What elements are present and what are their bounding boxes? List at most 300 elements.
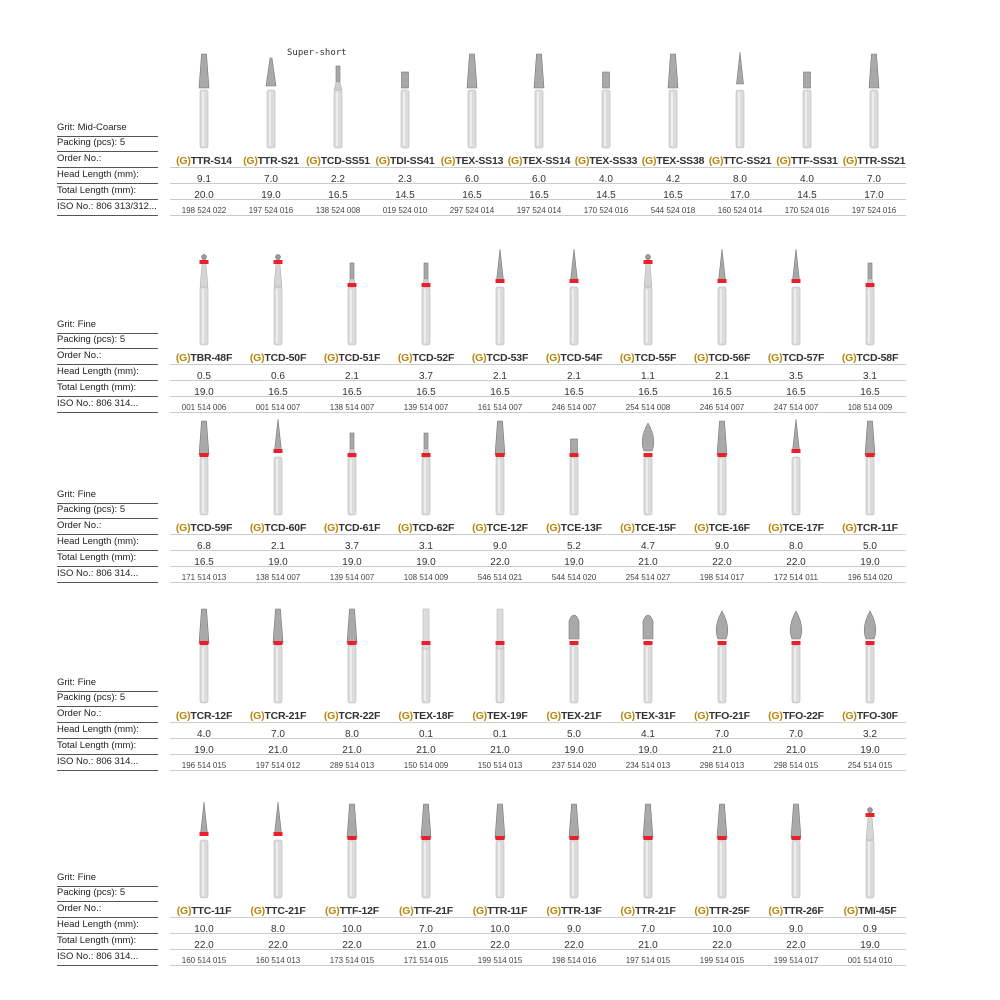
order-prefix: (G) — [546, 905, 561, 917]
bur-head — [347, 804, 357, 838]
order-prefix: (G) — [175, 522, 191, 534]
iso-number: 247 514 007 — [773, 403, 819, 412]
order-number — [762, 710, 830, 722]
head-length-value: 3.2 — [863, 729, 877, 740]
super-short-note: Super-short — [287, 48, 347, 58]
total-length-label: Total Length (mm): — [57, 380, 158, 397]
head-length-value: 2.2 — [331, 174, 345, 185]
bur-drawing — [571, 50, 641, 160]
packing-label: Packing (pcs): 5 — [57, 502, 158, 519]
head-length-value: 2.1 — [493, 371, 507, 382]
bur-image — [243, 417, 313, 527]
bur-shank — [422, 287, 430, 345]
total-length-value: 19.0 — [342, 557, 362, 568]
bur-image — [839, 50, 909, 160]
total-length-value: 22.0 — [712, 940, 732, 951]
grit-band — [644, 453, 653, 457]
head-length-value: 7.0 — [789, 729, 803, 740]
bur-image — [317, 800, 387, 910]
order-code: TEX-SS14 — [522, 155, 571, 167]
order-prefix: (G) — [620, 710, 635, 722]
bur-image — [243, 605, 313, 715]
order-number — [170, 710, 238, 722]
grit-band — [792, 641, 801, 645]
bur-head — [266, 58, 276, 86]
iso-number: 019 524 010 — [382, 206, 428, 215]
grit-band — [496, 836, 505, 840]
bur-drawing — [391, 605, 461, 715]
order-prefix: (G) — [399, 905, 414, 917]
total-length-value: 16.5 — [462, 190, 482, 201]
order-code: TCD-SS51 — [320, 155, 370, 167]
head-length-label: Head Length (mm): — [57, 167, 158, 184]
order-code: TEX-SS33 — [589, 155, 638, 167]
order-number — [392, 522, 460, 534]
order-prefix: (G) — [619, 352, 635, 364]
bur-drawing — [613, 800, 683, 910]
order-prefix: (G) — [472, 905, 488, 917]
bur-head — [569, 615, 579, 639]
grit-band — [274, 260, 283, 264]
head-length-value: 10.0 — [342, 924, 362, 935]
bur-shank — [602, 90, 610, 148]
order-number — [773, 155, 841, 167]
grit-band — [792, 449, 801, 453]
total-length-value: 16.5 — [712, 387, 732, 398]
bur-drawing — [539, 800, 609, 910]
bur-shank — [718, 645, 726, 703]
bur-image — [539, 800, 609, 910]
grit-band — [570, 641, 579, 645]
bur-drawing — [465, 605, 535, 715]
bur-shank — [866, 457, 874, 515]
order-label: Order No.: — [57, 348, 158, 365]
order-code: TCD-58F — [856, 352, 899, 364]
bur-image — [370, 50, 440, 160]
order-number — [688, 710, 756, 722]
iso-number: 544 514 020 — [551, 573, 597, 582]
head-length-value: 2.1 — [345, 371, 359, 382]
product-section — [0, 805, 1000, 970]
head-length-value: 4.7 — [641, 541, 655, 552]
iso-label: ISO No.: 806 314... — [57, 754, 158, 771]
iso-number: 196 514 020 — [847, 573, 893, 582]
order-code: TCR-12F — [190, 710, 233, 722]
order-prefix: (G) — [397, 352, 413, 364]
iso-number: 160 514 015 — [181, 956, 227, 965]
grit-band — [866, 453, 875, 457]
bur-head — [199, 421, 209, 455]
total-length-value: 21.0 — [638, 557, 658, 568]
bur-drawing — [169, 247, 239, 357]
order-prefix: (G) — [440, 155, 456, 167]
total-length-value: 14.5 — [596, 190, 616, 201]
order-number — [392, 710, 460, 722]
packing-label: Packing (pcs): 5 — [57, 135, 158, 152]
head-length-value: 10.0 — [712, 924, 732, 935]
bur-shank — [468, 90, 476, 148]
order-code: TEX-19F — [486, 710, 528, 722]
order-prefix: (G) — [842, 710, 857, 722]
head-length-value: 5.0 — [863, 541, 877, 552]
iso-number: 237 514 020 — [551, 761, 597, 770]
order-prefix: (G) — [768, 905, 783, 917]
order-number — [318, 522, 386, 534]
head-length-value: 7.0 — [264, 174, 278, 185]
bur-shank — [870, 90, 878, 148]
order-number — [466, 905, 534, 917]
iso-number: 197 524 016 — [851, 206, 897, 215]
order-number — [466, 522, 534, 534]
head-length-value: 7.0 — [419, 924, 433, 935]
order-code: TTF-12F — [339, 905, 379, 917]
total-length-value: 19.0 — [268, 557, 288, 568]
iso-number: 289 514 013 — [329, 761, 375, 770]
head-length-label: Head Length (mm): — [57, 917, 158, 934]
head-length-value: 9.0 — [493, 541, 507, 552]
iso-number: 198 514 016 — [551, 956, 597, 965]
bur-shank — [422, 645, 430, 703]
grit-band — [348, 283, 357, 287]
bur-head — [791, 804, 801, 838]
bur-shank — [718, 287, 726, 345]
bur-head — [495, 421, 505, 455]
order-prefix: (G) — [841, 352, 857, 364]
head-length-value: 8.0 — [271, 924, 285, 935]
total-length-value: 19.0 — [564, 557, 584, 568]
iso-number: 160 524 014 — [717, 206, 763, 215]
iso-number: 001 514 006 — [181, 403, 227, 412]
bur-drawing — [465, 800, 535, 910]
grit-band — [200, 641, 209, 645]
total-length-value: 21.0 — [712, 745, 732, 756]
bur-image — [687, 800, 757, 910]
order-code: TBR-48F — [190, 352, 233, 364]
bur-drawing — [687, 605, 757, 715]
order-code: TCE-16F — [708, 522, 750, 534]
grit-band — [866, 283, 875, 287]
order-number — [540, 710, 608, 722]
order-number — [836, 352, 904, 364]
bur-drawing — [236, 50, 306, 160]
total-length-label: Total Length (mm): — [57, 933, 158, 950]
grit-band — [792, 279, 801, 283]
total-length-value: 21.0 — [416, 745, 436, 756]
order-code: TCR-22F — [338, 710, 381, 722]
order-prefix: (G) — [323, 352, 339, 364]
order-number — [688, 905, 756, 917]
total-length-value: 21.0 — [638, 940, 658, 951]
bur-head — [275, 419, 282, 451]
head-length-value: 3.5 — [789, 371, 803, 382]
grit-band — [422, 836, 431, 840]
total-length-value: 16.5 — [490, 387, 510, 398]
grit-band — [496, 641, 505, 645]
total-length-value: 22.0 — [194, 940, 214, 951]
order-prefix: (G) — [249, 522, 265, 534]
bur-shank — [570, 287, 578, 345]
bur-shank — [644, 645, 652, 703]
order-prefix: (G) — [694, 905, 709, 917]
bur-drawing — [243, 605, 313, 715]
order-prefix: (G) — [574, 155, 590, 167]
order-number — [540, 522, 608, 534]
order-prefix: (G) — [546, 710, 561, 722]
order-prefix: (G) — [249, 710, 265, 722]
order-prefix: (G) — [323, 522, 339, 534]
iso-number: 138 524 008 — [315, 206, 361, 215]
order-number — [318, 905, 386, 917]
bur-drawing — [835, 605, 905, 715]
bur-image — [317, 417, 387, 527]
bur-image — [613, 605, 683, 715]
bur-drawing — [761, 800, 831, 910]
bur-drawing — [839, 50, 909, 160]
product-section — [0, 610, 1000, 775]
bur-image — [761, 800, 831, 910]
iso-number: 139 514 007 — [329, 573, 375, 582]
head-length-value: 8.0 — [733, 174, 747, 185]
bur-image — [243, 247, 313, 357]
total-length-value: 16.5 — [564, 387, 584, 398]
bur-image — [317, 605, 387, 715]
order-code: TCD-60F — [264, 522, 307, 534]
order-code: TMI-45F — [858, 905, 897, 917]
head-length-label: Head Length (mm): — [57, 722, 158, 739]
iso-number: 234 514 013 — [625, 761, 671, 770]
row-divider — [170, 534, 906, 535]
total-length-value: 14.5 — [395, 190, 415, 201]
product-section — [0, 422, 1000, 587]
bur-image — [613, 800, 683, 910]
bur-drawing — [687, 800, 757, 910]
bur-drawing — [317, 417, 387, 527]
bur-drawing — [705, 50, 775, 160]
bur-head — [497, 249, 504, 281]
iso-number: 170 524 016 — [583, 206, 629, 215]
order-number — [505, 155, 573, 167]
total-length-label: Total Length (mm): — [57, 738, 158, 755]
order-number — [244, 710, 312, 722]
row-divider — [170, 965, 906, 966]
grit-band — [200, 260, 209, 264]
bur-shank — [274, 457, 282, 515]
head-length-value: 7.0 — [271, 729, 285, 740]
head-length-value: 0.1 — [493, 729, 507, 740]
grit-band — [200, 832, 209, 836]
bur-head — [334, 66, 342, 90]
bur-head — [402, 72, 409, 88]
order-number — [170, 905, 238, 917]
iso-number: 197 524 016 — [248, 206, 294, 215]
bur-shank — [200, 287, 208, 345]
order-code: TCD-51F — [338, 352, 381, 364]
bur-image — [169, 417, 239, 527]
order-code: TTR-25F — [708, 905, 750, 917]
order-code: TCD-54F — [560, 352, 603, 364]
iso-number: 001 514 007 — [255, 403, 301, 412]
total-length-value: 19.0 — [638, 745, 658, 756]
bur-head — [571, 439, 578, 455]
bur-head — [421, 804, 431, 838]
order-number — [244, 522, 312, 534]
order-prefix: (G) — [243, 155, 258, 167]
bur-drawing — [169, 417, 239, 527]
order-number — [762, 905, 830, 917]
bur-drawing — [613, 247, 683, 357]
head-length-value: 6.0 — [465, 174, 479, 185]
bur-head — [717, 421, 727, 455]
order-code: TEX-31F — [634, 710, 676, 722]
bur-image — [243, 800, 313, 910]
order-code: TTF-SS31 — [790, 155, 838, 167]
bur-head — [644, 255, 652, 288]
bur-image — [465, 247, 535, 357]
bur-image — [391, 417, 461, 527]
bur-shank — [422, 457, 430, 515]
bur-drawing — [169, 50, 239, 160]
bur-head — [199, 609, 209, 643]
order-code: TCD-52F — [412, 352, 455, 364]
row-divider — [170, 722, 906, 723]
bur-drawing — [539, 605, 609, 715]
order-number — [639, 155, 707, 167]
bur-image — [437, 50, 507, 160]
head-length-value: 0.5 — [197, 371, 211, 382]
order-prefix: (G) — [694, 710, 709, 722]
bur-head — [199, 54, 209, 88]
bur-shank — [803, 90, 811, 148]
bur-image — [539, 247, 609, 357]
bur-image — [317, 247, 387, 357]
order-number — [244, 905, 312, 917]
grit-band — [644, 836, 653, 840]
bur-image — [571, 50, 641, 160]
grit-band — [718, 836, 727, 840]
head-length-value: 10.0 — [194, 924, 214, 935]
bur-drawing — [370, 50, 440, 160]
order-code: TTC-21F — [264, 905, 306, 917]
bur-shank — [200, 840, 208, 898]
order-code: TTR-S14 — [190, 155, 232, 167]
bur-drawing — [437, 50, 507, 160]
order-code: TTR-S21 — [257, 155, 299, 167]
iso-number: 170 524 016 — [784, 206, 830, 215]
iso-number: 197 524 014 — [516, 206, 562, 215]
order-code: TTR-26F — [782, 905, 824, 917]
order-number — [572, 155, 640, 167]
bur-image — [761, 247, 831, 357]
head-length-value: 10.0 — [490, 924, 510, 935]
bur-shank — [866, 645, 874, 703]
head-length-value: 6.8 — [197, 541, 211, 552]
order-prefix: (G) — [175, 710, 191, 722]
bur-head — [793, 419, 800, 451]
bur-shank — [348, 457, 356, 515]
bur-image — [835, 247, 905, 357]
grit-label: Grit: Fine — [57, 870, 158, 887]
bur-image — [391, 247, 461, 357]
order-code: TTC-SS21 — [723, 155, 772, 167]
order-prefix: (G) — [397, 522, 413, 534]
head-length-value: 3.1 — [863, 371, 877, 382]
head-length-value: 0.9 — [863, 924, 877, 935]
grit-band — [866, 641, 875, 645]
order-number — [392, 905, 460, 917]
total-length-value: 22.0 — [342, 940, 362, 951]
order-prefix: (G) — [842, 155, 858, 167]
bur-head — [864, 611, 876, 639]
grit-band — [274, 449, 283, 453]
total-length-value: 22.0 — [786, 557, 806, 568]
bur-image — [835, 800, 905, 910]
order-code: TCD-61F — [338, 522, 381, 534]
head-length-value: 9.0 — [789, 924, 803, 935]
order-number — [318, 352, 386, 364]
grit-label: Grit: Fine — [57, 487, 158, 504]
total-length-label: Total Length (mm): — [57, 550, 158, 567]
order-code: TCD-62F — [412, 522, 455, 534]
packing-label: Packing (pcs): 5 — [57, 332, 158, 349]
packing-label: Packing (pcs): 5 — [57, 690, 158, 707]
bur-drawing — [169, 800, 239, 910]
bur-shank — [792, 457, 800, 515]
bur-shank — [348, 287, 356, 345]
grit-band — [422, 283, 431, 287]
iso-number: 197 514 015 — [625, 956, 671, 965]
order-code: TCR-11F — [856, 522, 898, 534]
bur-head — [790, 611, 802, 639]
order-number — [244, 352, 312, 364]
order-prefix: (G) — [472, 522, 487, 534]
order-prefix: (G) — [306, 155, 321, 167]
bur-image — [687, 417, 757, 527]
order-prefix: (G) — [694, 522, 709, 534]
bur-drawing — [391, 247, 461, 357]
order-number — [540, 905, 608, 917]
order-prefix: (G) — [546, 522, 561, 534]
order-prefix: (G) — [620, 905, 635, 917]
bur-head — [804, 72, 811, 88]
order-prefix: (G) — [545, 352, 561, 364]
bur-drawing — [835, 417, 905, 527]
iso-number: 138 514 007 — [255, 573, 301, 582]
order-prefix: (G) — [507, 155, 523, 167]
head-length-value: 3.1 — [419, 541, 433, 552]
iso-number: 171 514 013 — [181, 573, 227, 582]
bur-shank — [570, 645, 578, 703]
grit-band — [644, 641, 653, 645]
bur-image — [772, 50, 842, 160]
head-length-value: 5.0 — [567, 729, 581, 740]
order-code: TCD-50F — [264, 352, 307, 364]
head-length-value: 3.7 — [419, 371, 433, 382]
bur-drawing — [243, 247, 313, 357]
bur-head — [201, 802, 208, 834]
iso-number: 297 524 014 — [449, 206, 495, 215]
product-section — [0, 252, 1000, 417]
iso-number: 196 514 015 — [181, 761, 227, 770]
head-length-value: 4.0 — [800, 174, 814, 185]
total-length-value: 22.0 — [564, 940, 584, 951]
total-length-value: 16.5 — [416, 387, 436, 398]
bur-head — [869, 54, 879, 88]
bur-shank — [669, 90, 677, 148]
grit-band — [200, 453, 209, 457]
total-length-value: 16.5 — [529, 190, 549, 201]
bur-head — [495, 804, 505, 838]
bur-shank — [866, 840, 874, 898]
